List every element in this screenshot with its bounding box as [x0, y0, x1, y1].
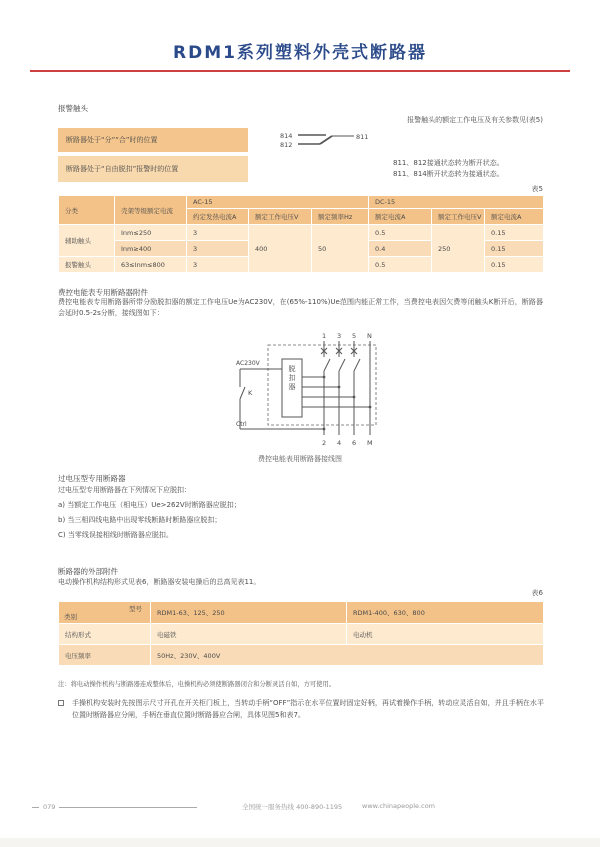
- alarm-contact-block: [58, 128, 543, 184]
- changeover-contact-icon: [260, 128, 390, 152]
- page-number-group: [32, 803, 197, 811]
- cell-ac-ith: 3: [187, 225, 249, 241]
- cell-ac-ith: 3: [187, 257, 249, 273]
- handle-note-block: [58, 698, 544, 721]
- terminal-6-label: 6: [352, 439, 357, 447]
- overvoltage-item-c: C) 当零线误接相线时断路器应脱扣。: [58, 531, 173, 539]
- alarm-row2-description: [393, 156, 504, 182]
- header-ac-ith: 约定发热电流A: [187, 209, 249, 225]
- table6-tag: 表6: [531, 589, 543, 597]
- external-intro: 电动操作机构结构形式见表6，断路器安装电操后的总高见表11。: [58, 578, 261, 586]
- terminal-814-label: 814: [280, 132, 293, 140]
- cell-category-alarm: 报警触头: [59, 257, 115, 273]
- header-frame-current: 壳架等级额定电流: [115, 196, 187, 225]
- terminal-812-label: 812: [280, 141, 293, 149]
- switch-k-label: K: [248, 389, 253, 397]
- table-row: [59, 624, 544, 645]
- cell-ac-ue-merged: 400: [249, 225, 312, 273]
- cell-ac-hz-merged: 50: [312, 225, 369, 273]
- cell-voltage-freq: 50Hz、230V、400V: [151, 645, 544, 666]
- ctrl-label: Ctrl: [236, 421, 247, 428]
- title-divider: [30, 70, 570, 72]
- cell-ac-ith: 3: [187, 241, 249, 257]
- table-row: [58, 156, 543, 182]
- header-dc-i2: 额定电流A: [485, 209, 544, 225]
- header-category: 分类: [59, 196, 115, 225]
- table-row: [59, 645, 544, 666]
- external-heading: 断路器的外部附件: [58, 567, 118, 576]
- alarm-desc-line2: 811、814断开状态转为接通状态。: [393, 170, 504, 178]
- voltage-label: AC230V: [236, 360, 260, 367]
- header-ac-ue: 额定工作电压V: [249, 209, 312, 225]
- wiring-diagram-caption: 费控电能表用断路器接线图: [258, 455, 342, 463]
- alarm-row1-label: 断路器处于“分”“合”时的位置: [58, 128, 248, 152]
- table-row: [59, 602, 544, 624]
- alarm-contact-schematic: [260, 128, 390, 154]
- cell-dc-i2: 0.15: [485, 225, 544, 241]
- header-ac-hz: 额定频率Hz: [312, 209, 369, 225]
- handle-note-text: 手操机构安装时先按图示尺寸开孔在开关柜门板上，当转动手柄“OFF”指示在水平位置时固定好柄，再试着操作手柄，转动应灵活自如，并且手柄在水平位置时断路器应分闸，手柄在垂直位置时断路器应合闸，具体见图5和表7。: [72, 699, 544, 719]
- wiring-diagram: [224, 331, 414, 451]
- terminal-811-label: 811: [356, 133, 369, 141]
- table-row: [58, 128, 543, 154]
- cell-frame: Inm≥400: [115, 241, 187, 257]
- page-footer: [0, 803, 600, 815]
- meter-section-body: 费控电能表专用断路器所带分励脱扣器的额定工作电压Ue为AC230V，在(65%-110%)Ue范围内能正常工作，当费控电表因欠费等闭触头K断开后，断路器会延时0.5-2s分断，接线图如下：: [58, 298, 543, 317]
- cell-frame: 63≤Inm≤800: [115, 257, 187, 273]
- checkbox-icon: [58, 700, 64, 706]
- table-row: [59, 225, 544, 241]
- table5-tag: 表5: [531, 185, 543, 193]
- terminal-4-label: 4: [337, 439, 342, 447]
- terminal-3-label: 3: [337, 332, 342, 340]
- cell-dc-ie: 0.5: [369, 257, 432, 273]
- wiring-diagram-graphic: [224, 331, 414, 451]
- page-title: RDM1系列塑料外壳式断路器: [173, 43, 427, 63]
- page-bottom-edge: [0, 838, 600, 847]
- alarm-section-note: 报警触头的额定工作电压及有关参数见(表5): [407, 116, 543, 124]
- corner-cell: [59, 602, 151, 624]
- cell-dc-ie: 0.5: [369, 225, 432, 241]
- alarm-section-heading: 报警触头: [58, 104, 88, 113]
- table6-note: 注：将电动操作机构与断路器连成整体后，电操机构必须使断路器闭合和分断灵活自如，方可使用。: [58, 681, 336, 688]
- terminal-2-label: 2: [322, 439, 327, 447]
- header-dc-ue: 额定工作电压V: [432, 209, 485, 225]
- overvoltage-item-b: b) 当三相四线电路中出现零线断路时断路器应脱扣；: [58, 516, 222, 524]
- header-ac-group: AC-15: [187, 196, 369, 209]
- overvoltage-intro: 过电压型专用断路器在下列情况下应脱扣：: [58, 486, 191, 494]
- cell-dc-ie: 0.4: [369, 241, 432, 257]
- table-row: [59, 196, 544, 209]
- footer-website: www.chinapeople.com: [362, 802, 436, 810]
- table6: [58, 601, 544, 666]
- header-dc-ie: 额定电流A: [369, 209, 432, 225]
- overvoltage-body: [58, 485, 543, 545]
- cell-dc-i2: 0.15: [485, 257, 544, 273]
- terminal-5-label: 5: [352, 332, 357, 340]
- model-group1: RDM1-63、125、250: [151, 602, 347, 624]
- alarm-desc-line1: 811、812接通状态转为断开状态。: [393, 159, 504, 167]
- trip-unit-label: 脱扣器: [288, 365, 296, 391]
- row-voltage-label: 电压频率: [59, 645, 151, 666]
- cell-frame: Inm≤250: [115, 225, 187, 241]
- page-number: 079: [43, 803, 56, 811]
- footer-rule-right: [59, 807, 197, 808]
- table5: [58, 195, 544, 273]
- corner-type-label: 型号: [129, 605, 142, 613]
- cell-dc-i2: 0.15: [485, 241, 544, 257]
- terminal-m-label: M: [367, 439, 373, 447]
- terminal-n-label: N: [367, 332, 372, 340]
- corner-category-label: 类别: [64, 613, 77, 621]
- overvoltage-item-a: a) 当额定工作电压（相电压）Ue>262V时断路器应脱扣；: [58, 501, 241, 509]
- cell-structure-1: 电磁铁: [151, 624, 347, 645]
- meter-section-heading: 费控电能表专用断路器附件: [58, 288, 148, 297]
- header-dc-group: DC-15: [369, 196, 544, 209]
- footer-rule-left: [32, 807, 39, 808]
- alarm-row2-label: 断路器处于“自由脱扣”报警时的位置: [58, 156, 248, 182]
- cell-structure-2: 电动机: [347, 624, 544, 645]
- row-structure-label: 结构形式: [59, 624, 151, 645]
- cell-category-aux: 辅助触头: [59, 225, 115, 257]
- cell-dc-ue-merged: 250: [432, 225, 485, 273]
- footer-hotline: 全国统一服务热线 400-890-1195: [242, 803, 343, 811]
- overvoltage-heading: 过电压型专用断路器: [58, 474, 126, 483]
- terminal-1-label: 1: [322, 332, 327, 340]
- model-group2: RDM1-400、630、800: [347, 602, 544, 624]
